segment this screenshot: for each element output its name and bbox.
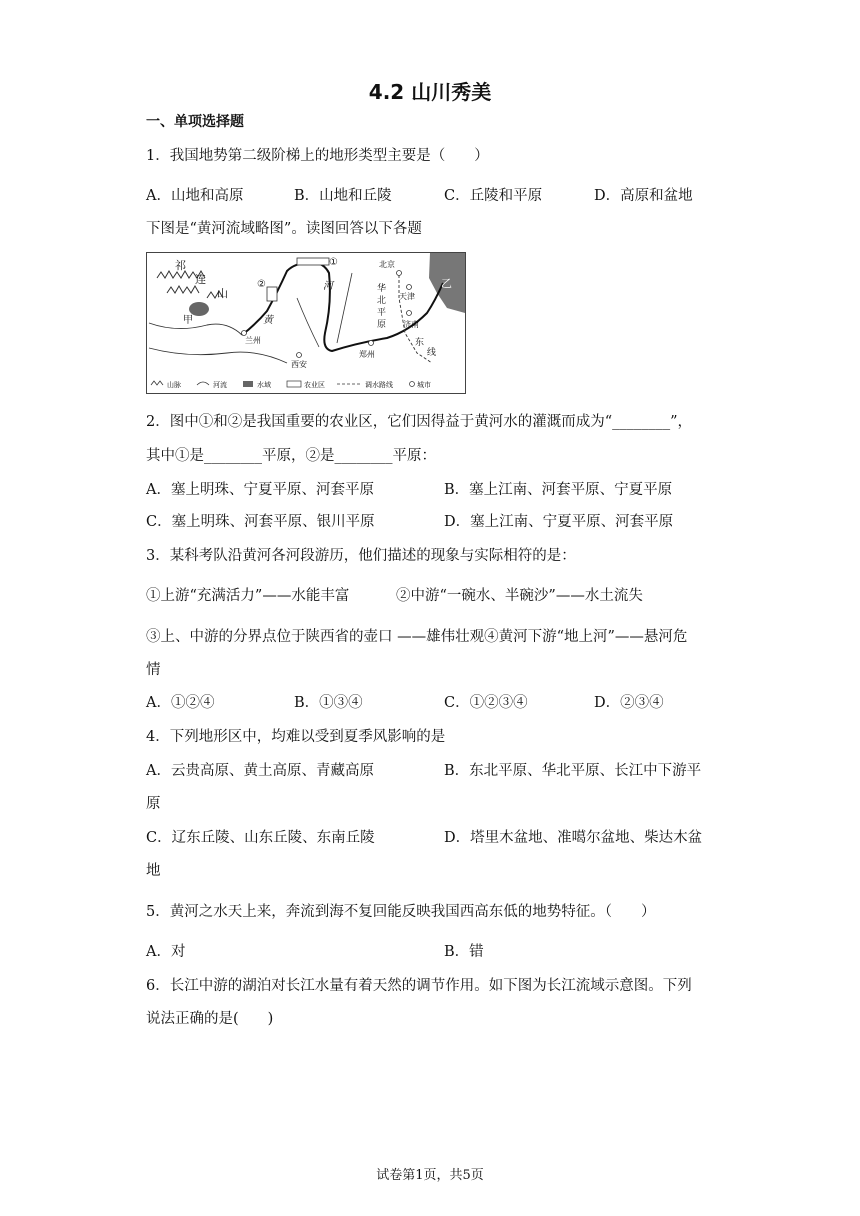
q4-option-d: D．塔里木盆地、准噶尔盆地、柴达木盆: [444, 830, 703, 846]
question-2-line1: 2．图中①和②是我国重要的农业区，它们因得益于黄河水的灌溉而成为“________”，: [146, 414, 693, 430]
map-intro: 下图是“黄河流域略图”。读图回答以下各题: [146, 221, 422, 237]
q3-option-a: A．①②④: [146, 695, 215, 711]
agri-area-2: [267, 287, 277, 301]
q4-option-a: A．云贵高原、黄土高原、青藏高原: [146, 763, 374, 779]
question-6-line2: 说法正确的是( ): [146, 1011, 274, 1027]
map-label-huang: 黄: [263, 315, 273, 326]
legend-diversion: 调水路线: [365, 381, 393, 389]
q5-option-b: B．错: [444, 944, 484, 960]
q4-option-b-cont: 原: [146, 796, 161, 812]
section-heading: 一、单项选择题: [146, 114, 244, 130]
map-label-lanzhou: 兰州: [245, 336, 261, 345]
mountain-range-icon: [157, 271, 223, 298]
question-1-stem: 1．我国地势第二级阶梯上的地形类型主要是（ ）: [146, 148, 489, 164]
map-label-bei: 北: [377, 296, 387, 306]
q1-option-a: A．山地和高原: [146, 188, 244, 204]
q3-statement-1: ①上游“充满活力”——水能丰富: [146, 588, 350, 604]
map-label-jinan: 济南: [403, 320, 419, 329]
map-label-zhengzhou: 郑州: [359, 350, 375, 359]
q2-option-c: C．塞上明珠、河套平原、银川平原: [146, 514, 375, 530]
q4-option-b: B．东北平原、华北平原、长江中下游平: [444, 763, 702, 779]
q2-option-d: D．塞上江南、宁夏平原、河套平原: [444, 514, 674, 530]
map-label-hua: 华: [377, 284, 387, 294]
map-label-xian-line: 线: [427, 348, 437, 358]
question-5-stem: 5．黄河之水天上来，奔流到海不复回能反映我国西高东低的地势特征。（ ）: [146, 904, 656, 920]
map-label-jia: 甲: [183, 315, 193, 326]
legend-agri: 农业区: [304, 381, 325, 389]
q3-option-d: D．②③④: [594, 695, 664, 711]
question-4-stem: 4．下列地形区中，均难以受到夏季风影响的是: [146, 729, 446, 745]
map-label-tianjin: 天津: [399, 292, 415, 301]
map-label-ping: 平: [377, 308, 387, 318]
question-3-stem: 3．某科考队沿黄河各河段游历，他们描述的现象与实际相符的是：: [146, 548, 576, 564]
q1-option-c: C．丘陵和平原: [444, 188, 543, 204]
q4-option-d-cont: 地: [146, 863, 161, 879]
legend-city: 城市: [417, 381, 431, 389]
q4-option-c: C．辽东丘陵、山东丘陵、东南丘陵: [146, 830, 375, 846]
map-label-shan: 山: [217, 287, 228, 300]
map-label-qi: 祁: [175, 259, 186, 272]
q2-option-b: B．塞上江南、河套平原、宁夏平原: [444, 482, 673, 498]
yellow-river-line: [242, 263, 443, 351]
q3-statement-3: ③上、中游的分界点位于陕西省的壶口 ——雄伟壮观④黄河下游“地上河”——悬河危: [146, 629, 688, 645]
legend-river: 河流: [213, 381, 227, 389]
map-label-he: 河: [323, 281, 333, 292]
page-footer: 试卷第1页，共5页: [376, 1168, 484, 1183]
legend-mountain: 山脉: [167, 381, 181, 389]
question-2-line2: 其中①是________平原，②是________平原：: [146, 448, 436, 464]
question-6-line1: 6．长江中游的湖泊对长江水量有着天然的调节作用。如下图为长江流域示意图。下列: [146, 978, 692, 994]
map-label-yi: 乙: [441, 277, 452, 290]
q2-option-a: A．塞上明珠、宁夏平原、河套平原: [146, 482, 374, 498]
map-legend: [151, 380, 431, 389]
q3-option-c: C．①②③④: [444, 695, 528, 711]
q5-option-a: A．对: [146, 944, 186, 960]
agri-area-1: [297, 258, 329, 265]
map-label-num-2: ②: [257, 279, 266, 290]
map-label-beijing: 北京: [379, 260, 395, 269]
q1-option-d: D．高原和盆地: [594, 188, 693, 204]
map-label-num-1: ①: [329, 257, 338, 268]
yellow-river-map: [146, 252, 466, 394]
q3-statement-2: ②中游“一碗水、半碗沙”——水土流失: [396, 588, 643, 604]
map-label-yuan: 原: [377, 320, 387, 330]
q3-statement-3-cont: 情: [146, 662, 161, 678]
map-label-lian: 连: [195, 273, 206, 286]
legend-water: 水域: [257, 381, 271, 389]
q1-option-b: B．山地和丘陵: [294, 188, 392, 204]
map-label-dong: 东: [415, 338, 425, 348]
q3-option-b: B．①③④: [294, 695, 363, 711]
map-label-xian: 西安: [291, 360, 307, 369]
page-title: 4.2 山川秀美: [368, 80, 492, 104]
lake-jia: [189, 302, 209, 316]
